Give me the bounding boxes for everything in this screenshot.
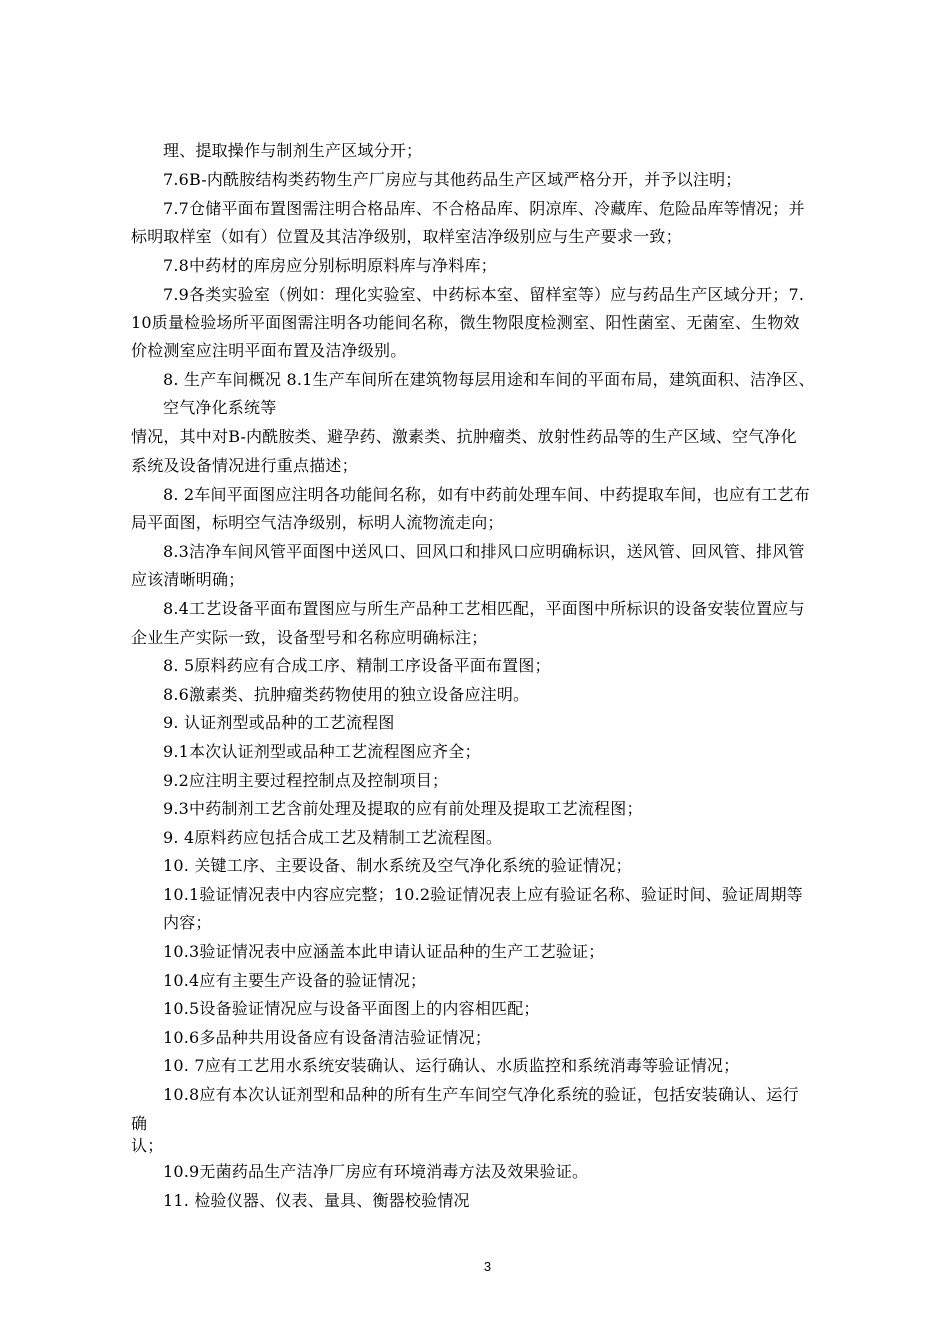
text-line: 10. 关键工序、主要设备、制水系统及空气净化系统的验证情况； <box>163 856 632 875</box>
text-line: 价检测室应注明平面布置及洁净级别。 <box>131 341 407 360</box>
text-line: 应该清晰明确； <box>131 570 245 589</box>
text-line: 7.6B-内酰胺结构类药物生产厂房应与其他药品生产区域严格分开，并予以注明； <box>163 170 742 189</box>
text-line: 8. 5原料药应有合成工序、精制工序设备平面布置图； <box>163 656 551 675</box>
text-line: 确 <box>131 1114 148 1133</box>
text-line: 内容； <box>163 913 212 932</box>
text-line: 10质量检验场所平面图需注明各功能间名称，微生物限度检测室、阳性菌室、无菌室、生物效 <box>131 313 800 332</box>
text-line: 10.9无菌药品生产洁净厂房应有环境消毒方法及效果验证。 <box>163 1162 589 1181</box>
text-line: 8.6激素类、抗肿瘤类药物使用的独立设备应注明。 <box>163 685 530 704</box>
text-line: 8. 生产车间概况 8.1生产车间所在建筑物每层用途和车间的平面布局，建筑面积、洁净区、 <box>163 370 815 389</box>
text-line: 7.9各类实验室（例如：理化实验室、中药标本室、留样室等）应与药品生产区域分开；7. <box>163 285 805 304</box>
text-line: 系统及设备情况进行重点描述； <box>131 456 358 475</box>
text-line: 10.1验证情况表中内容应完整；10.2验证情况表上应有验证名称、验证时间、验证周期等 <box>163 885 803 904</box>
text-line: 8.3洁净车间风管平面图中送风口、回风口和排风口应明确标识，送风管、回风管、排风管 <box>163 542 805 561</box>
text-line: 9.2应注明主要过程控制点及控制项目； <box>163 771 449 790</box>
text-line: 10.4应有主要生产设备的验证情况； <box>163 971 427 990</box>
page-number: 3 <box>483 1259 492 1274</box>
text-line: 认； <box>131 1136 164 1155</box>
text-line: 企业生产实际一致，设备型号和名称应明确标注； <box>131 628 488 647</box>
text-line: 9.1本次认证剂型或品种工艺流程图应齐全； <box>163 742 481 761</box>
text-line: 8. 2车间平面图应注明各功能间名称，如有中药前处理车间、中药提取车间，也应有工艺布 <box>163 485 810 504</box>
text-line: 10. 7应有工艺用水系统安装确认、运行确认、水质监控和系统消毒等验证情况； <box>163 1056 740 1075</box>
text-line: 标明取样室（如有）位置及其洁净级别，取样室洁净级别应与生产要求一致； <box>131 227 682 246</box>
text-line: 情况，其中对B-内酰胺类、避孕药、激素类、抗肿瘤类、放射性药品等的生产区域、空气净化 <box>131 427 797 446</box>
text-line: 10.6多品种共用设备应有设备清洁验证情况； <box>163 1028 492 1047</box>
text-line: 8.4工艺设备平面布置图应与所生产品种工艺相匹配，平面图中所标识的设备安装位置应与 <box>163 599 805 618</box>
text-line: 9.3中药制剂工艺含前处理及提取的应有前处理及提取工艺流程图； <box>163 799 643 818</box>
text-line: 10.5设备验证情况应与设备平面图上的内容相匹配； <box>163 999 540 1018</box>
text-line: 9. 4原料药应包括合成工艺及精制工艺流程图。 <box>163 828 503 847</box>
text-line: 10.8应有本次认证剂型和品种的所有生产车间空气净化系统的验证，包括安装确认、运行 <box>163 1085 799 1104</box>
text-line: 局平面图，标明空气洁净级别，标明人流物流走向； <box>131 513 504 532</box>
text-line: 9. 认证剂型或品种的工艺流程图 <box>163 713 395 732</box>
text-line: 空气净化系统等 <box>163 398 277 417</box>
text-line: 理、提取操作与制剂生产区域分开； <box>163 141 423 160</box>
text-line: 7.7仓储平面布置图需注明合格品库、不合格品库、阴凉库、冷藏库、危险品库等情况；并 <box>163 199 805 218</box>
text-line: 11. 检验仪器、仪表、量具、衡器校验情况 <box>163 1191 470 1210</box>
text-line: 10.3验证情况表中应涵盖本此申请认证品种的生产工艺验证； <box>163 942 605 961</box>
text-line: 7.8中药材的库房应分别标明原料库与净料库； <box>163 256 497 275</box>
